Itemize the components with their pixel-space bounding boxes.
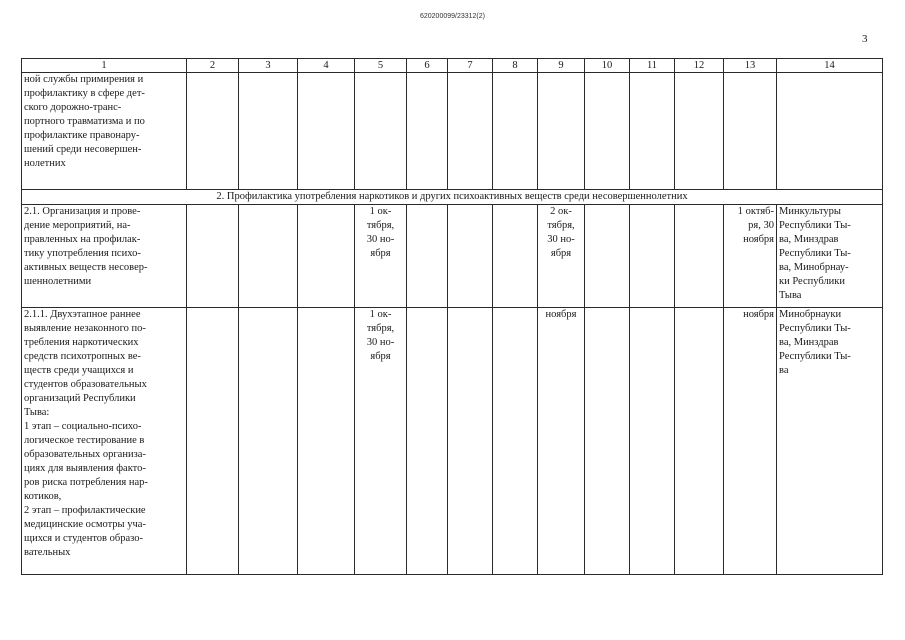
col-header: 6: [407, 59, 448, 73]
section-title: 2. Профилактика употребления наркотиков и других психоактивных веществ среди несовершеннолетних: [22, 190, 883, 205]
table-row: [22, 308, 883, 575]
table-cell: [448, 308, 493, 575]
col-header: 13: [724, 59, 777, 73]
table-cell: [187, 205, 239, 308]
table-cell: [448, 73, 493, 190]
table-cell: 1 ок- тября, 30 но- ября: [355, 308, 407, 575]
responsible-cell: Минкультуры Республики Ты- ва, Минздрав Республики Ты- ва, Минобрнау- ки Республики Тыва: [777, 205, 883, 308]
table-cell: [239, 73, 298, 190]
col-header: 11: [630, 59, 675, 73]
table-cell: [407, 205, 448, 308]
col-header: 12: [675, 59, 724, 73]
table-row: [22, 73, 883, 190]
table-cell: [407, 308, 448, 575]
col-header: 3: [239, 59, 298, 73]
col-header: 14: [777, 59, 883, 73]
col-header: 7: [448, 59, 493, 73]
table-cell: [407, 73, 448, 190]
table-cell: ноября: [538, 308, 585, 575]
table-cell: [493, 73, 538, 190]
table-cell: [675, 308, 724, 575]
document-id: 620200099/23312(2): [419, 13, 485, 20]
col-header: 10: [585, 59, 630, 73]
table-cell: [585, 73, 630, 190]
table-cell: [630, 205, 675, 308]
table-cell: [675, 205, 724, 308]
table-cell: ноября: [724, 308, 777, 575]
col-header: 4: [298, 59, 355, 73]
table-cell: [538, 73, 585, 190]
col-header: 1: [22, 59, 187, 73]
responsible-cell: [777, 73, 883, 190]
table-cell: [448, 205, 493, 308]
table-cell: [675, 73, 724, 190]
table-cell: 1 октяб- ря, 30 ноября: [724, 205, 777, 308]
section-row: [22, 190, 883, 205]
table-cell: [355, 73, 407, 190]
table-cell: [298, 73, 355, 190]
table-cell: [630, 73, 675, 190]
table-row: [22, 205, 883, 308]
responsible-cell: Минобрнауки Республики Ты- ва, Минздрав Республики Ты- ва: [777, 308, 883, 575]
col-header: 2: [187, 59, 239, 73]
table-cell: [630, 308, 675, 575]
table-cell: [585, 205, 630, 308]
table-cell: [298, 308, 355, 575]
col-header: 5: [355, 59, 407, 73]
measure-cell: ной службы примирения и профилактику в сфере дет- ского дорожно-транс- портного травматизма и по профилактике правонару- шений среди несовершен- нолетних: [22, 73, 187, 190]
header-row: [22, 59, 883, 73]
table-cell: 2 ок- тября, 30 но- ября: [538, 205, 585, 308]
table-cell: 1 ок- тября, 30 но- ября: [355, 205, 407, 308]
table-cell: [585, 308, 630, 575]
measure-cell: 2.1. Организация и прове- дение мероприятий, на- правленных на профилак- тику употребления психо- активных веществ несовер- шеннолетними: [22, 205, 187, 308]
table-cell: [239, 308, 298, 575]
table-cell: [493, 308, 538, 575]
table-cell: [298, 205, 355, 308]
col-header: 8: [493, 59, 538, 73]
table-cell: [493, 205, 538, 308]
measure-cell: 2.1.1. Двухэтапное раннее выявление незаконного по- требления наркотических средств психотропных ве- ществ среди учащихся и студентов образовательных организаций Республики Тыва: 1 этап – социально-психо- логическое тестирование в образовательных организа- циях для выявления факто- ров риска потребления нар- котиков, 2 этап – профилактические медицинские осмотры уча- щихся и студентов образо- вательных: [22, 308, 187, 575]
page-number: 3: [862, 33, 868, 45]
plan-table: [21, 58, 883, 575]
col-header: 9: [538, 59, 585, 73]
table-cell: [187, 308, 239, 575]
table-cell: [187, 73, 239, 190]
table-cell: [724, 73, 777, 190]
table-cell: [239, 205, 298, 308]
